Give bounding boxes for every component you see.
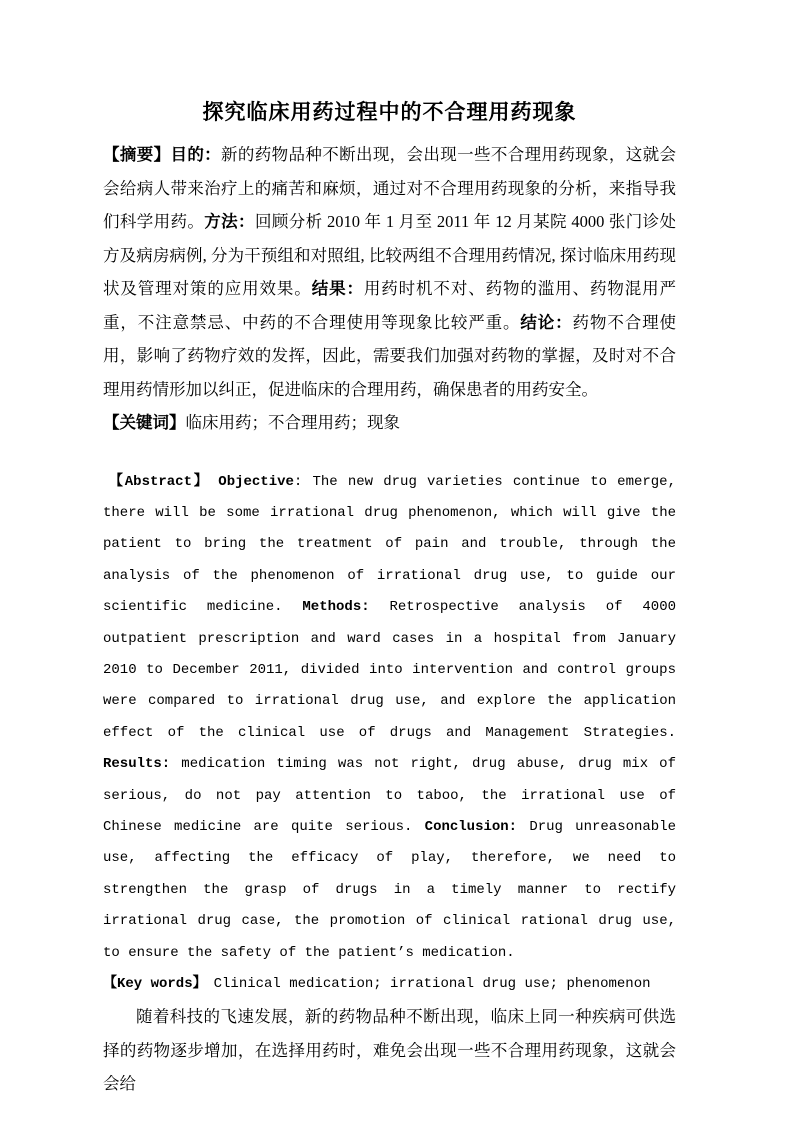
text-segment: 新的药物品种不断出现，会出现一些不合理用药现象，这就会会给病人带来治疗上的痛苦和麻烦，通过对不合理用药现象的分析，来指导我们科学用药。 xyxy=(103,145,677,231)
text-segment: medication timing was not right, drug abuse, drug mix of serious, do not pay attention to taboo, the irrational use of Chinese medicine are quite serious. xyxy=(103,756,676,835)
text-segment: 临床用药；不合理用药；现象 xyxy=(185,413,400,432)
text-segment: 【Key words】 xyxy=(103,976,200,992)
text-segment: 【Abstract】 xyxy=(109,473,219,490)
text-segment: 结果： xyxy=(311,279,364,298)
body-cn-paragraph xyxy=(103,1000,676,1101)
text-segment: 【关键词】 xyxy=(103,413,186,432)
text-segment: 结论： xyxy=(520,312,573,332)
abstract-cn-paragraph xyxy=(103,138,676,406)
text-segment: 用药时机不对、药物的滥用、药物混用严重，不注意禁忌、中药的不合理使用等现象比较严重。 xyxy=(103,279,676,332)
keywords-en-line xyxy=(103,969,676,1000)
text-segment: 【摘要】目的： xyxy=(103,145,222,164)
text-segment: Drug unreasonable use, affecting the efficacy of play, therefore, we need to strengthen the grasp of drugs in a timely manner to rectify irrational drug case, the promotion of clinical rational drug use, to ensure the safety of the patient’s medication. xyxy=(103,818,677,961)
text-segment: Retrospective analysis of 4000 outpatient prescription and ward cases in a hospital from January 2010 to December 2011, divided into intervention and control groups were compared to irrational drug use, and explore the application effect of the clinical use of drugs and Management Strategies. xyxy=(103,599,676,741)
abstract-en-paragraph xyxy=(103,467,676,970)
text-segment: 回顾分析 2010 年 1 月至 2011 年 12 月某院 4000 张门诊处方及病房病例, 分为干预组和对照组, 比较两组不合理用药情况, 探讨临床用药现状及管理对策的应用效果。 xyxy=(103,212,677,298)
text-segment: 药物不合理使用，影响了药物疗效的发挥，因此，需要我们加强对药物的掌握，及时对不合理用药情形加以纠正，促进临床的合理用药，确保患者的用药安全。 xyxy=(103,312,676,399)
text-segment: Objective xyxy=(218,473,294,490)
text-segment: Clinical medication; irrational drug use; phenomenon xyxy=(199,976,651,992)
text-segment: Methods: xyxy=(302,599,370,616)
paper-title: 探究临床用药过程中的不合理用药现象 xyxy=(202,100,577,124)
text-segment: Conclusion: xyxy=(424,818,518,835)
text-segment: 随着科技的飞速发展，新的药物品种不断出现，临床上同一种疾病可供选择的药物逐步增加，在选择用药时，难免会出现一些不合理用药现象，这就会会给 xyxy=(103,1007,676,1094)
text-segment: 方法： xyxy=(204,212,255,231)
text-segment: : The new drug varieties continue to emerge, there will be some irrational drug phenomenon, which will give the patient to bring the treatment of pain and trouble, through the analysis of the phenomenon of irrational drug use, to guide our scientific medicine. xyxy=(103,473,676,616)
text-segment: Results: xyxy=(103,756,171,773)
keywords-cn-line xyxy=(103,406,676,440)
